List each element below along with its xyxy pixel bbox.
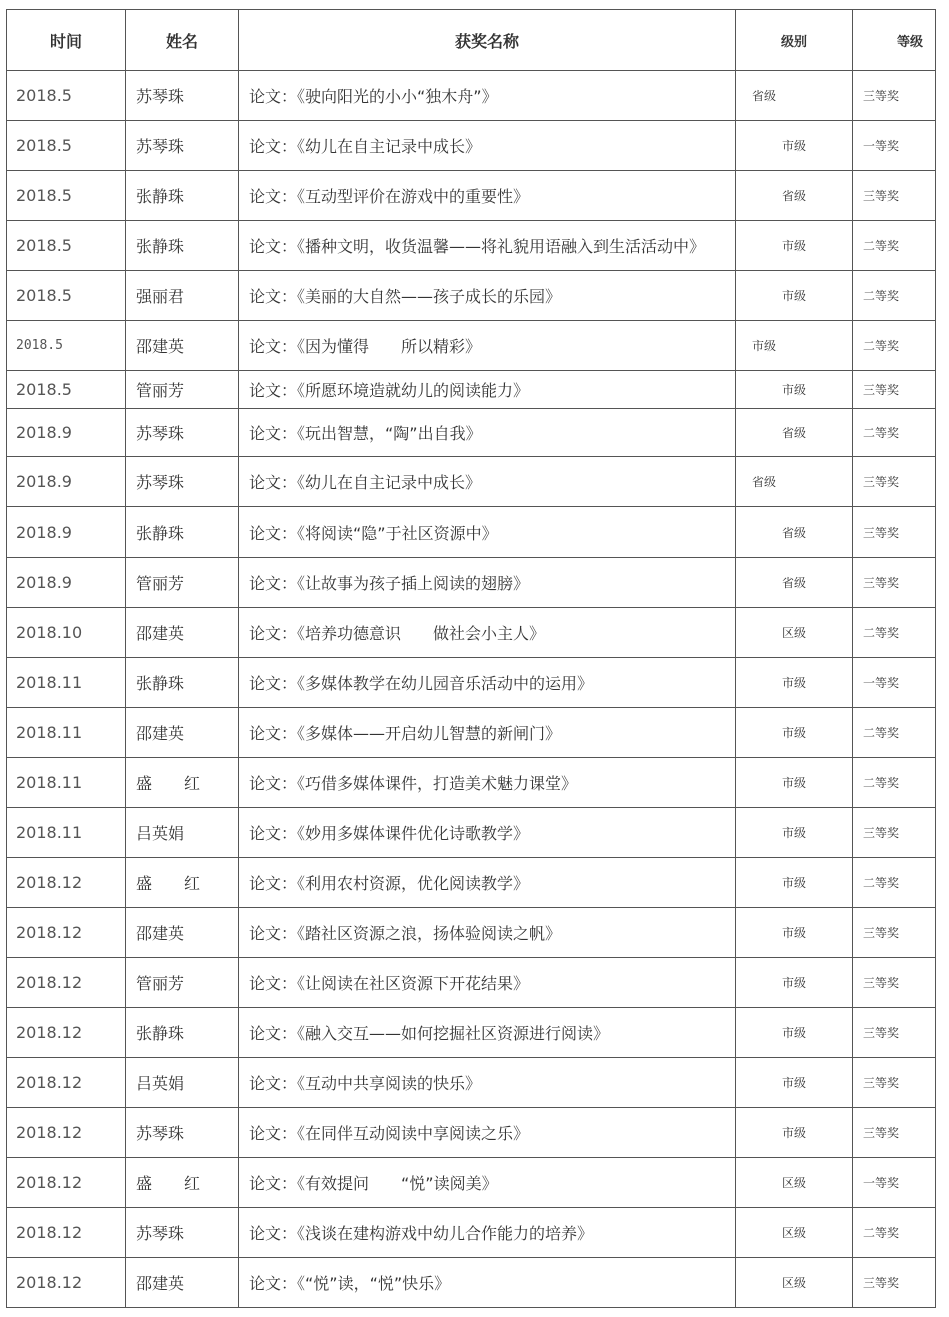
table-row <box>7 271 936 321</box>
level-cell: 市级 <box>736 221 853 271</box>
time-cell: 2018.5 <box>7 171 126 221</box>
grade-cell: 二等奖 <box>853 608 936 658</box>
grade-cell: 三等奖 <box>853 71 936 121</box>
name-cell: 苏琴珠 <box>126 71 239 121</box>
header-level: 级别 <box>736 10 853 71</box>
time-cell: 2018.5 <box>7 71 126 121</box>
name-cell: 管丽芳 <box>126 958 239 1008</box>
name-cell: 张静珠 <box>126 1008 239 1058</box>
time-cell: 2018.12 <box>7 1208 126 1258</box>
level-cell: 市级 <box>736 758 853 808</box>
level-cell: 市级 <box>736 1058 853 1108</box>
name-cell: 邵建英 <box>126 708 239 758</box>
table-row <box>7 858 936 908</box>
time-cell: 2018.5 <box>7 121 126 171</box>
level-cell: 省级 <box>736 71 853 121</box>
table-row <box>7 1208 936 1258</box>
table-row <box>7 758 936 808</box>
table-row <box>7 558 936 608</box>
level-cell: 区级 <box>736 608 853 658</box>
name-cell: 张静珠 <box>126 171 239 221</box>
name-cell: 张静珠 <box>126 221 239 271</box>
grade-cell: 二等奖 <box>853 271 936 321</box>
award-cell: 论文：《因为懂得 所以精彩》 <box>239 321 736 371</box>
grade-cell: 二等奖 <box>853 758 936 808</box>
grade-cell: 一等奖 <box>853 658 936 708</box>
name-cell: 管丽芳 <box>126 558 239 608</box>
table-row <box>7 71 936 121</box>
award-cell: 论文：《播种文明，收货温馨——将礼貌用语融入到生活活动中》 <box>239 221 736 271</box>
table-row <box>7 507 936 558</box>
level-cell: 市级 <box>736 658 853 708</box>
award-cell: 论文：《玩出智慧，“陶”出自我》 <box>239 409 736 457</box>
award-cell: 论文：《互动型评价在游戏中的重要性》 <box>239 171 736 221</box>
level-cell: 省级 <box>736 457 853 507</box>
time-cell: 2018.5 <box>7 271 126 321</box>
award-cell: 论文：《幼儿在自主记录中成长》 <box>239 457 736 507</box>
table-row <box>7 409 936 457</box>
table-row <box>7 658 936 708</box>
table-row <box>7 221 936 271</box>
level-cell: 区级 <box>736 1258 853 1308</box>
name-cell: 苏琴珠 <box>126 1108 239 1158</box>
time-cell: 2018.12 <box>7 1108 126 1158</box>
table-row <box>7 808 936 858</box>
grade-cell: 三等奖 <box>853 457 936 507</box>
award-cell: 论文：《培养功德意识 做社会小主人》 <box>239 608 736 658</box>
table-row <box>7 908 936 958</box>
grade-cell: 三等奖 <box>853 958 936 1008</box>
grade-cell: 三等奖 <box>853 558 936 608</box>
name-cell: 苏琴珠 <box>126 121 239 171</box>
level-cell: 市级 <box>736 321 853 371</box>
table-row <box>7 371 936 409</box>
table-row <box>7 958 936 1008</box>
name-cell: 苏琴珠 <box>126 409 239 457</box>
level-cell: 省级 <box>736 171 853 221</box>
time-cell: 2018.12 <box>7 1008 126 1058</box>
name-cell: 盛 红 <box>126 858 239 908</box>
header-name: 姓名 <box>126 10 239 71</box>
grade-cell: 一等奖 <box>853 1158 936 1208</box>
award-cell: 论文：《利用农村资源，优化阅读教学》 <box>239 858 736 908</box>
table-row <box>7 171 936 221</box>
level-cell: 市级 <box>736 908 853 958</box>
time-cell: 2018.12 <box>7 1258 126 1308</box>
name-cell: 盛 红 <box>126 758 239 808</box>
level-cell: 市级 <box>736 1108 853 1158</box>
header-grade: 等级 <box>853 10 936 71</box>
name-cell: 盛 红 <box>126 1158 239 1208</box>
grade-cell: 二等奖 <box>853 1208 936 1258</box>
name-cell: 管丽芳 <box>126 371 239 409</box>
award-cell: 论文：《有效提问 “悦”读阅美》 <box>239 1158 736 1208</box>
award-cell: 论文：《踏社区资源之浪，扬体验阅读之帆》 <box>239 908 736 958</box>
grade-cell: 三等奖 <box>853 507 936 558</box>
grade-cell: 三等奖 <box>853 908 936 958</box>
grade-cell: 三等奖 <box>853 1008 936 1058</box>
grade-cell: 二等奖 <box>853 409 936 457</box>
table-row <box>7 321 936 371</box>
name-cell: 邵建英 <box>126 1258 239 1308</box>
name-cell: 吕英娟 <box>126 1058 239 1108</box>
award-cell: 论文：《让故事为孩子插上阅读的翅膀》 <box>239 558 736 608</box>
award-cell: 论文：《驶向阳光的小小“独木舟”》 <box>239 71 736 121</box>
award-cell: 论文：《妙用多媒体课件优化诗歌教学》 <box>239 808 736 858</box>
time-cell: 2018.11 <box>7 808 126 858</box>
time-cell: 2018.11 <box>7 708 126 758</box>
table-row <box>7 1258 936 1308</box>
time-cell: 2018.12 <box>7 1158 126 1208</box>
grade-cell: 一等奖 <box>853 121 936 171</box>
grade-cell: 三等奖 <box>853 1258 936 1308</box>
award-cell: 论文：《将阅读“隐”于社区资源中》 <box>239 507 736 558</box>
name-cell: 张静珠 <box>126 658 239 708</box>
time-cell: 2018.9 <box>7 558 126 608</box>
time-cell: 2018.5 <box>7 321 126 371</box>
level-cell: 市级 <box>736 708 853 758</box>
time-cell: 2018.11 <box>7 758 126 808</box>
award-cell: 论文：《在同伴互动阅读中享阅读之乐》 <box>239 1108 736 1158</box>
award-cell: 论文：《多媒体教学在幼儿园音乐活动中的运用》 <box>239 658 736 708</box>
grade-cell: 二等奖 <box>853 858 936 908</box>
name-cell: 邵建英 <box>126 908 239 958</box>
level-cell: 省级 <box>736 409 853 457</box>
grade-cell: 三等奖 <box>853 1058 936 1108</box>
table-row <box>7 1158 936 1208</box>
award-cell: 论文：《互动中共享阅读的快乐》 <box>239 1058 736 1108</box>
time-cell: 2018.12 <box>7 908 126 958</box>
name-cell: 苏琴珠 <box>126 1208 239 1258</box>
award-cell: 论文：《浅谈在建构游戏中幼儿合作能力的培养》 <box>239 1208 736 1258</box>
table-row <box>7 1058 936 1108</box>
level-cell: 市级 <box>736 858 853 908</box>
time-cell: 2018.12 <box>7 1058 126 1108</box>
grade-cell: 三等奖 <box>853 808 936 858</box>
award-cell: 论文：《巧借多媒体课件，打造美术魅力课堂》 <box>239 758 736 808</box>
time-cell: 2018.10 <box>7 608 126 658</box>
name-cell: 邵建英 <box>126 321 239 371</box>
header-award: 获奖名称 <box>239 10 736 71</box>
name-cell: 苏琴珠 <box>126 457 239 507</box>
name-cell: 吕英娟 <box>126 808 239 858</box>
award-cell: 论文：《幼儿在自主记录中成长》 <box>239 121 736 171</box>
grade-cell: 二等奖 <box>853 321 936 371</box>
grade-cell: 二等奖 <box>853 221 936 271</box>
awards-table <box>6 9 936 1308</box>
time-cell: 2018.5 <box>7 221 126 271</box>
level-cell: 区级 <box>736 1208 853 1258</box>
award-cell: 论文：《所愿环境造就幼儿的阅读能力》 <box>239 371 736 409</box>
name-cell: 张静珠 <box>126 507 239 558</box>
time-cell: 2018.9 <box>7 457 126 507</box>
table-row <box>7 608 936 658</box>
time-cell: 2018.9 <box>7 409 126 457</box>
level-cell: 市级 <box>736 121 853 171</box>
award-cell: 论文：《让阅读在社区资源下开花结果》 <box>239 958 736 1008</box>
level-cell: 市级 <box>736 1008 853 1058</box>
time-cell: 2018.5 <box>7 371 126 409</box>
grade-cell: 三等奖 <box>853 1108 936 1158</box>
level-cell: 市级 <box>736 271 853 321</box>
award-cell: 论文：《“悦”读，“悦”快乐》 <box>239 1258 736 1308</box>
grade-cell: 二等奖 <box>853 708 936 758</box>
name-cell: 邵建英 <box>126 608 239 658</box>
time-cell: 2018.12 <box>7 958 126 1008</box>
header-time: 时间 <box>7 10 126 71</box>
grade-cell: 三等奖 <box>853 371 936 409</box>
time-cell: 2018.11 <box>7 658 126 708</box>
award-cell: 论文：《美丽的大自然——孩子成长的乐园》 <box>239 271 736 321</box>
time-cell: 2018.9 <box>7 507 126 558</box>
level-cell: 区级 <box>736 1158 853 1208</box>
table-row <box>7 1008 936 1058</box>
level-cell: 市级 <box>736 371 853 409</box>
table-row <box>7 708 936 758</box>
table-row <box>7 1108 936 1158</box>
table-row <box>7 121 936 171</box>
header-row <box>7 10 936 71</box>
award-cell: 论文：《融入交互——如何挖掘社区资源进行阅读》 <box>239 1008 736 1058</box>
time-cell: 2018.12 <box>7 858 126 908</box>
level-cell: 市级 <box>736 958 853 1008</box>
name-cell: 强丽君 <box>126 271 239 321</box>
level-cell: 省级 <box>736 507 853 558</box>
table-row <box>7 457 936 507</box>
award-cell: 论文：《多媒体——开启幼儿智慧的新闸门》 <box>239 708 736 758</box>
level-cell: 市级 <box>736 808 853 858</box>
level-cell: 省级 <box>736 558 853 608</box>
grade-cell: 三等奖 <box>853 171 936 221</box>
